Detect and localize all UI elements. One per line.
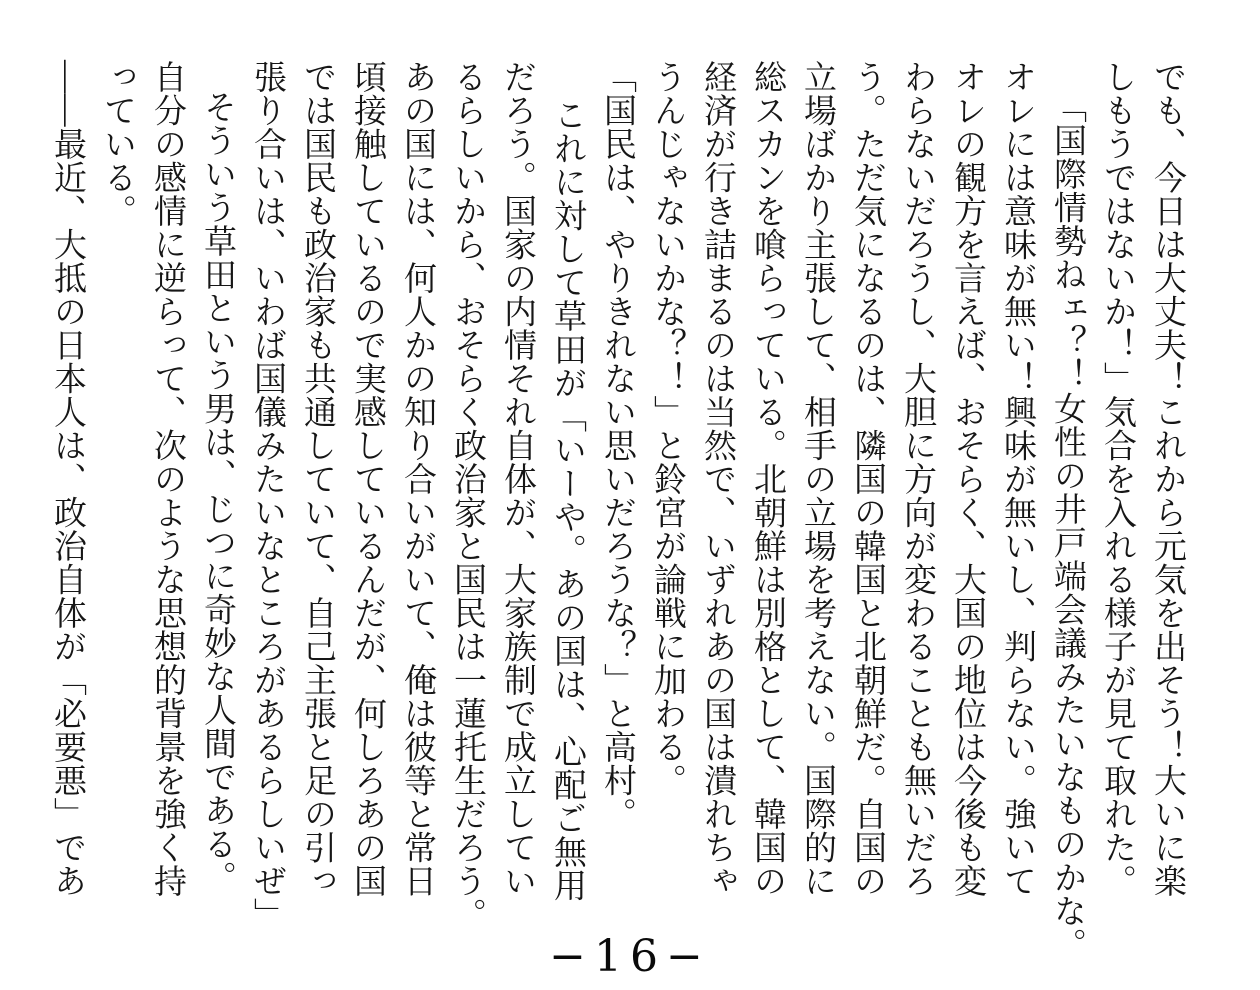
text-column: 頃接触しているので実感しているんだが、何しろあの国	[349, 60, 385, 898]
text-column: っている。	[99, 60, 135, 228]
text-column: でも、今日は大丈夫！これから元気を出そう！大いに楽	[1149, 60, 1185, 898]
text-column: そういう草田という男は、じつに奇妙な人間である。	[199, 90, 235, 894]
text-column: あの国には、何人かの知り合いがいて、俺は彼等と常日	[399, 60, 435, 898]
text-column: しもうではないか！」気合を入れる様子が見て取れた。	[1099, 60, 1135, 898]
text-column: るらしいから、おそらく政治家と国民は一蓮托生だろう。	[449, 60, 485, 931]
text-column: では国民も政治家も共通していて、自己主張と足の引っ	[299, 60, 335, 898]
text-column: 立場ばかり主張して、相手の立場を考えない。国際的に	[799, 60, 835, 898]
text-column: う。ただ気になるのは、隣国の韓国と北朝鮮だ。自国の	[849, 60, 885, 898]
text-column: オレには意味が無い！興味が無いし、判らない。強いて	[999, 60, 1035, 898]
page-number: −16−	[549, 931, 711, 982]
text-column: 自分の感情に逆らって、次のような思想的背景を強く持	[149, 60, 185, 898]
text-column: 「国際情勢ねェ？！女性の井戸端会議みたいなものかな。	[1049, 90, 1085, 961]
text-column: わらないだろうし、大胆に方向が変わることも無いだろ	[899, 60, 935, 898]
text-column: これに対して草田が「いーや。あの国は、心配ご無用	[549, 98, 585, 902]
text-column: 張り合いは、いわば国儀みたいなところがあるらしいぜ」	[249, 60, 285, 931]
text-column: オレの観方を言えば、おそらく、大国の地位は今後も変	[949, 60, 985, 898]
text-column: だろう。国家の内情それ自体が、大家族制で成立してい	[499, 60, 535, 898]
text-column: 経済が行き詰まるのは当然で、いずれあの国は潰れちゃ	[699, 60, 735, 898]
text-column: ――最近、大抵の日本人は、政治自体が「必要悪」であ	[49, 60, 85, 898]
text-column: うんじゃないかな？！」と鈴宮が論戦に加わる。	[649, 60, 685, 797]
text-column: 総スカンを喰らっている。北朝鮮は別格として、韓国の	[749, 60, 785, 898]
text-column: 「国民は、やりきれない思いだろうな？」と高村。	[599, 60, 635, 831]
